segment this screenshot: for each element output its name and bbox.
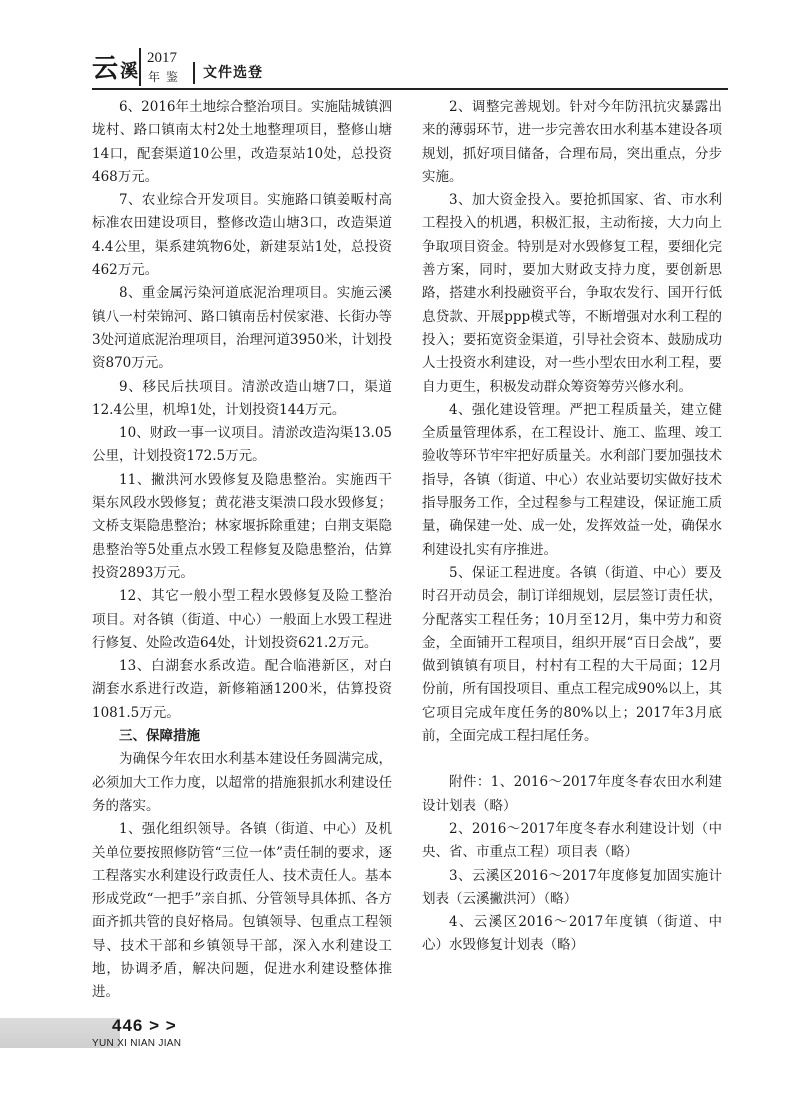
footer-english-title: YUN XI NIAN JIAN xyxy=(92,1038,182,1049)
attachment-1: 附件：1、2016～2017年度冬春农田水利建设计划表（略） xyxy=(422,774,722,814)
header-yearbook-label: 年鉴 xyxy=(148,70,185,84)
attachment-4: 4、云溪区2016～2017年度镇（街道、中心）水毁修复计划表（略） xyxy=(422,914,722,954)
section-title: 文件选登 xyxy=(203,65,263,81)
logo-xi: 溪 xyxy=(120,61,139,82)
yearbook-logo xyxy=(92,56,138,85)
paragraph-item-8: 8、重金属污染河道底泥治理项目。实施云溪镇八一村荣锦河、路口镇南岳村侯家港、长街办等3处河道底泥治理项目，治理河道3950米，计划投资870万元。 xyxy=(92,285,392,372)
right-column xyxy=(422,96,722,958)
paragraph-item-9: 9、移民后扶项目。清淤改造山塘7口，渠道12.4公里，机埠1处，计划投资144万元。 xyxy=(92,378,392,418)
left-column xyxy=(92,96,392,1005)
page-arrows: > > xyxy=(149,1016,177,1035)
paragraph-measure-1: 1、强化组织领导。各镇（街道、中心）及机关单位要按照修防管“三位一体”责任制的要求，逐工程落实水利建设行政责任人、技术责任人。基本形成党政“一把手”亲自抓、分管领导具体抓、各方面齐抓共管的良好格局。包镇领导、包重点工程领导、技术干部和乡镇领导干部，深入水利建设工地，协调矛盾，解决问题，促进水利建设整体推进。 xyxy=(92,821,392,1001)
page-number-value: 446 xyxy=(112,1016,144,1035)
paragraph-item-7: 7、农业综合开发项目。实施路口镇姜畈村高标准农田建设项目，整修改造山塘3口，改造渠道4.4公里，渠系建筑物6处，新建泵站1处，总投资462万元。 xyxy=(92,192,392,279)
header-rule xyxy=(92,88,728,90)
paragraph-item-6: 6、2016年土地综合整治项目。实施陆城镇泗垅村、路口镇南太村2处土地整理项目，整修山塘14口，配套渠道10公里，改造泵站10处，总投资468万元。 xyxy=(92,99,392,185)
page-header xyxy=(0,0,805,90)
paragraph-measure-3: 3、加大资金投入。要抢抓国家、省、市水利工程投入的机遇，积极汇报，主动衔接，大力向上争取项目资金。特别是对水毁修复工程，要细化完善方案，同时，要加大财政支持力度，要创新思路，搭建水利投融资平台，争取农发行、国开行低息贷款、开展ppp模式等，不断增强对水利工程的投入；要拓宽资金渠道，引导社会资本、鼓励成功人士投资水利建设，对一些小型农田水利工程，要自力更生，积极发动群众筹资筹劳兴修水利。 xyxy=(422,192,722,395)
paragraph-item-12: 12、其它一般小型工程水毁修复及险工整治项目。对各镇（街道、中心）一般面上水毁工程进行修复、处险改造64处，计划投资621.2万元。 xyxy=(92,588,392,651)
paragraph-intro: 为确保今年农田水利基本建设任务圆满完成，必须加大工作力度，以超常的措施狠抓水利建设任务的落实。 xyxy=(92,751,392,814)
header-year: 2017 xyxy=(147,50,177,66)
page-number xyxy=(112,1016,177,1036)
paragraph-item-13: 13、白湖套水系改造。配合临港新区，对白湖套水系进行改造，新修箱涵1200米，估算投资1081.5万元。 xyxy=(92,658,392,721)
paragraph-measure-4: 4、强化建设管理。严把工程质量关，建立健全质量管理体系，在工程设计、施工、监理、竣工验收等环节牢牢把好质量关。水利部门要加强技术指导，各镇（街道、中心）农业站要切实做好技术指导服务工作，全过程参与工程建设，保证施工质量，确保建一处、成一处，发挥效益一处，确保水利建设扎实有序推进。 xyxy=(422,401,722,558)
attachment-3: 3、云溪区2016～2017年度修复加固实施计划表（云溪撇洪河）（略） xyxy=(422,867,722,907)
paragraph-measure-2: 2、调整完善规划。针对今年防汛抗灾暴露出来的薄弱环节，进一步完善农田水利基本建设各项规划，抓好项目储备，合理布局，突出重点，分步实施。 xyxy=(422,99,722,185)
attachment-2: 2、2016～2017年度冬春水利建设计划（中央、省、市重点工程）项目表（略） xyxy=(422,820,722,861)
paragraph-item-11: 11、撇洪河水毁修复及隐患整治。实施西干渠东风段水毁修复；黄花港支渠溃口段水毁修复；文桥支渠隐患整治；林家堰拆除重建；白荆支渠隐患整治等5处重点水毁工程修复及隐患整治，估算投资2893万元。 xyxy=(92,471,392,581)
header-divider xyxy=(193,62,195,84)
paragraph-measure-5: 5、保证工程进度。各镇（街道、中心）要及时召开动员会，制订详细规划，层层签订责任状，分配落实工程任务；10月至12月，集中劳力和资金，全面铺开工程项目，组织开展“百日会战”，要做到镇镇有项目，村村有工程的大干局面；12月份前，所有国投项目、重点工程完成90%以上，其它项目完成年度任务的80%以上；2017年3月底前，全面完成工程扫尾任务。 xyxy=(422,564,723,745)
logo-yun: 云 xyxy=(92,54,121,84)
section-heading: 三、保障措施 xyxy=(119,728,200,745)
paragraph-item-10: 10、财政一事一议项目。清淤改造沟渠13.05公里，计划投资172.5万元。 xyxy=(92,425,392,465)
header-divider xyxy=(139,48,141,86)
